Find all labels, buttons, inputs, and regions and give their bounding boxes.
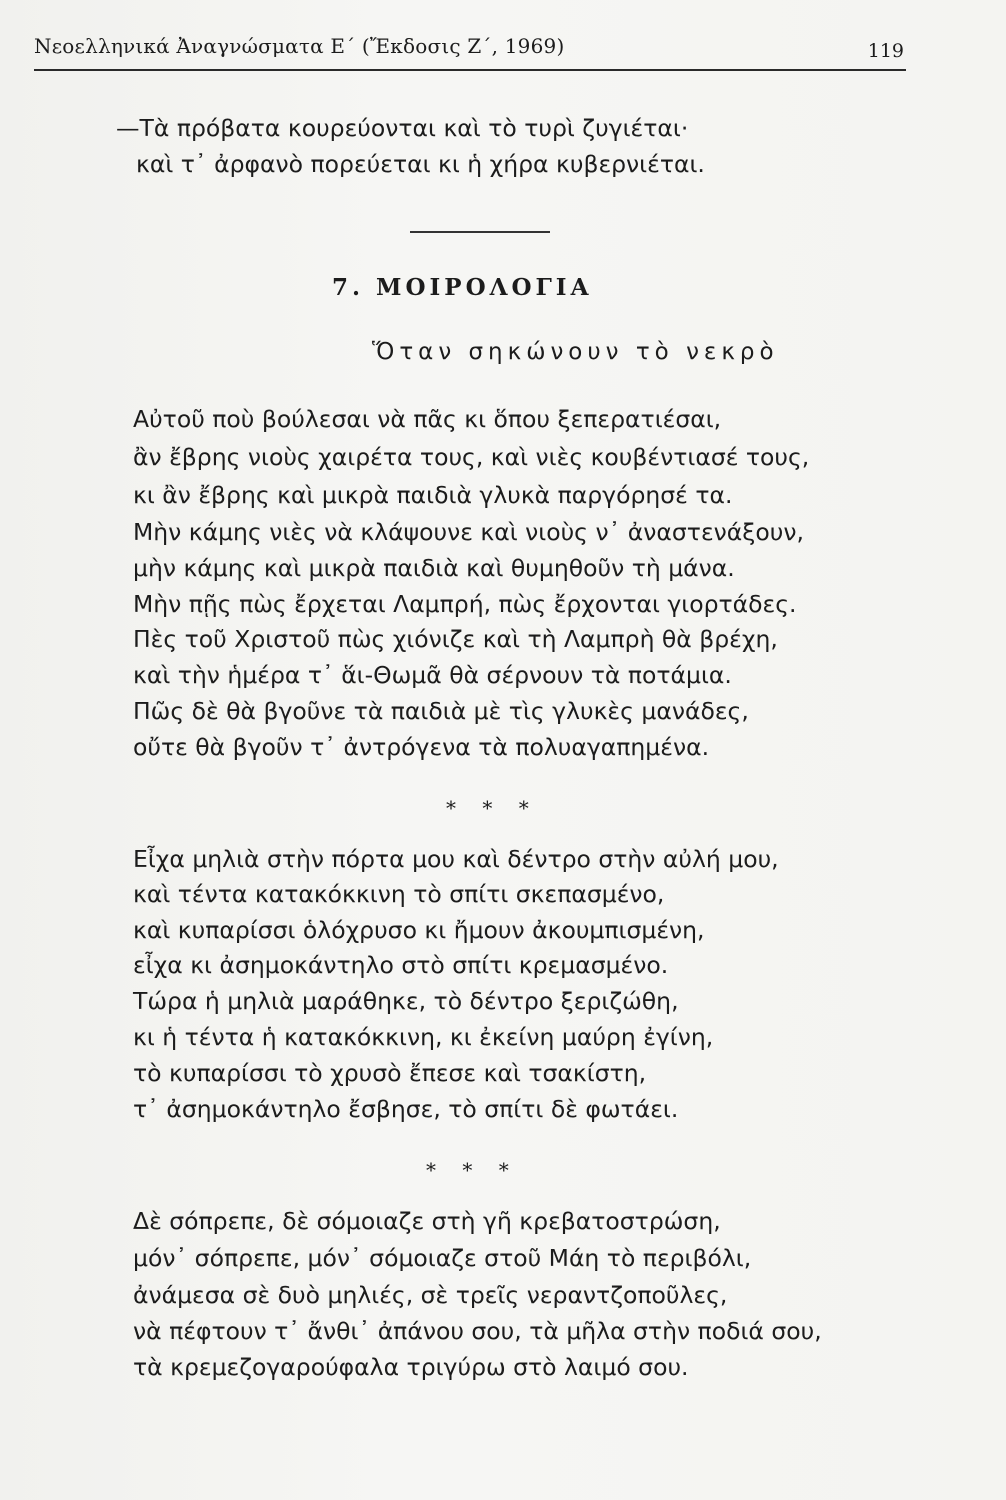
- verse-line: καὶ τέντα κατακόκκινη τὸ σπίτι σκεπασμένο,: [133, 880, 665, 908]
- verse-line: οὔτε θὰ βγοῦν τ᾿ ἀντρόγενα τὰ πολυαγαπημένα.: [133, 733, 710, 761]
- verse-line: Μὴν κάμης νιὲς νὰ κλάψουνε καὶ νιοὺς ν᾿ ἀναστενάξουν,: [133, 518, 804, 546]
- verse-line: ἂν ἔβρης νιοὺς χαιρέτα τους, καὶ νιὲς κουβέντιασέ τους,: [133, 443, 810, 471]
- header-title: Νεοελληνικά Ἀναγνώσματα Ε΄ (Ἔκδοσις Ζ΄, 1969): [34, 34, 565, 58]
- verse-line: ἀνάμεσα σὲ δυὸ μηλιές, σὲ τρεῖς νεραντζοποῦλες,: [133, 1281, 728, 1309]
- section-heading: 7. ΜΟΙΡΟΛΟΓΙΑ: [332, 274, 593, 301]
- verse-line: νὰ πέφτουν τ᾿ ἄνθι᾿ ἀπάνου σου, τὰ μῆλα στὴν ποδιά σου,: [133, 1317, 822, 1345]
- verse-line: Τώρα ἡ μηλιὰ μαράθηκε, τὸ δέντρο ξεριζώθη,: [133, 987, 679, 1015]
- verse-line: καὶ τ᾿ ἀρφανὸ πορεύεται κι ἡ χήρα κυβερνιέται.: [136, 150, 705, 178]
- section-subtitle: Ὅταν σηκώνουν τὸ νεκρὸ: [372, 339, 779, 365]
- verse-line: καὶ τὴν ἡμέρα τ᾿ ἅι-Θωμᾶ θὰ σέρνουν τὰ ποτάμια.: [133, 661, 732, 689]
- verse-line: τ᾿ ἀσημοκάντηλο ἔσβησε, τὸ σπίτι δὲ φωτάει.: [133, 1095, 679, 1123]
- verse-line: τὰ κρεμεζογαρούφαλα τριγύρω στὸ λαιμό σου.: [133, 1353, 689, 1381]
- page-number: 119: [867, 40, 904, 62]
- verse-line: Εἶχα μηλιὰ στὴν πόρτα μου καὶ δέντρο στὴν αὐλή μου,: [133, 845, 779, 873]
- verse-line: —Τὰ πρόβατα κουρεύονται καὶ τὸ τυρὶ ζυγιέται·: [116, 114, 689, 142]
- verse-line: Μὴν πῇς πὼς ἔρχεται Λαμπρή, πὼς ἔρχονται γιορτάδες.: [133, 590, 797, 618]
- verse-line: καὶ κυπαρίσσι ὁλόχρυσο κι ἤμουν ἀκουμπισμένη,: [133, 916, 705, 944]
- verse-line: τὸ κυπαρίσσι τὸ χρυσὸ ἔπεσε καὶ τσακίστη,: [133, 1059, 647, 1087]
- stanza-separator: * * *: [426, 1158, 519, 1182]
- verse-line: εἶχα κι ἀσημοκάντηλο στὸ σπίτι κρεμασμένο.: [133, 951, 669, 979]
- verse-line: Πὲς τοῦ Χριστοῦ πὼς χιόνιζε καὶ τὴ Λαμπρὴ θὰ βρέχη,: [133, 625, 778, 653]
- section-divider: [410, 231, 550, 233]
- running-header: [34, 30, 906, 70]
- verse-line: Δὲ σόπρεπε, δὲ σόμοιαζε στὴ γῆ κρεβατοστρώση,: [133, 1207, 721, 1235]
- stanza-separator: * * *: [446, 796, 539, 820]
- verse-line: κι ἂν ἔβρης καὶ μικρὰ παιδιὰ γλυκὰ παργόρησέ τα.: [133, 481, 733, 509]
- verse-line: μὴν κάμης καὶ μικρὰ παιδιὰ καὶ θυμηθοῦν τὴ μάνα.: [133, 554, 735, 582]
- verse-line: Αὐτοῦ ποὺ βούλεσαι νὰ πᾶς κι ὅπου ξεπερατιέσαι,: [133, 405, 722, 433]
- verse-line: κι ἡ τέντα ἡ κατακόκκινη, κι ἐκείνη μαύρη ἐγίνη,: [133, 1023, 714, 1051]
- header-rule: [34, 69, 906, 71]
- verse-line: Πῶς δὲ θὰ βγοῦνε τὰ παιδιὰ μὲ τὶς γλυκὲς μανάδες,: [133, 697, 749, 725]
- verse-line: μόν᾿ σόπρεπε, μόν᾿ σόμοιαζε στοῦ Μάη τὸ περιβόλι,: [133, 1244, 752, 1272]
